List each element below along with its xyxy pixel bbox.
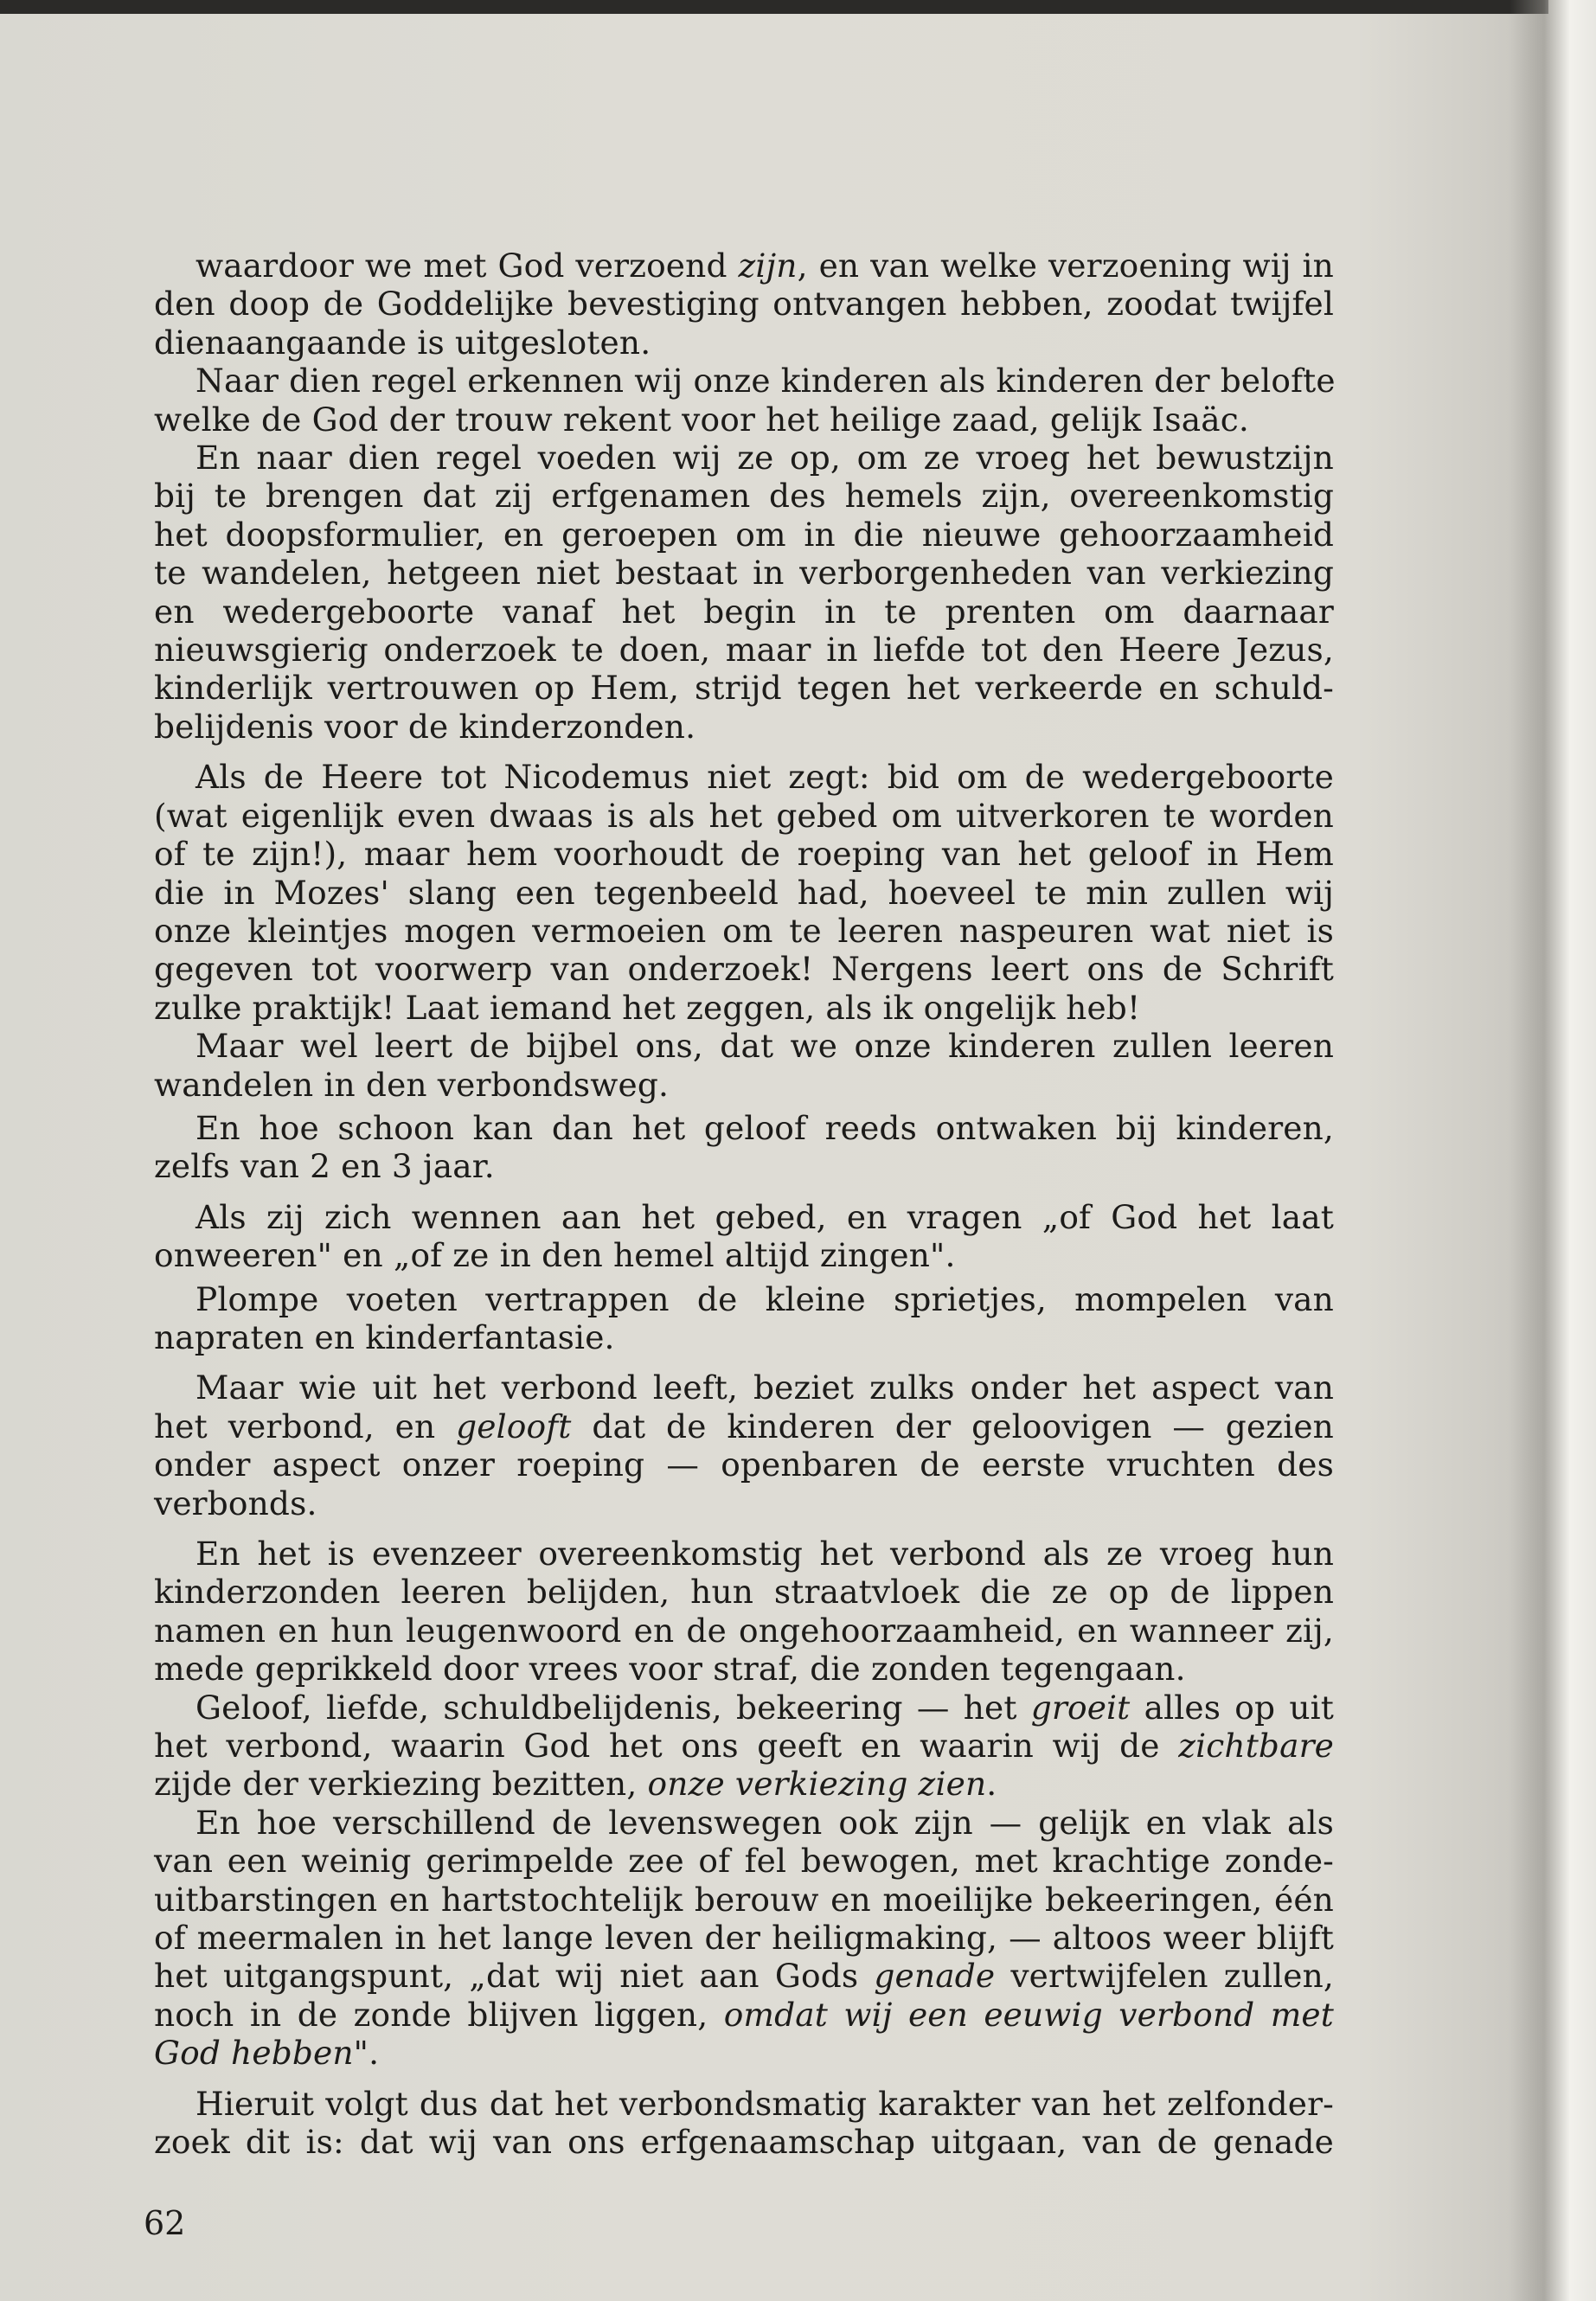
italic-text: genade — [874, 1957, 996, 1996]
text-line — [154, 2123, 1334, 2161]
text-segment: het doopsformulier, en geroepen om in die nieuwe gehoorzaamheid — [154, 515, 1334, 554]
text-segment: Naar dien regel erkennen wij onze kinderen als kinderen der belofte — [195, 362, 1336, 401]
text-segment: zelfs van 2 en 3 jaar. — [154, 1147, 495, 1186]
text-segment: belijdenis voor de kinderzonden. — [154, 707, 696, 746]
text-line — [154, 2085, 1334, 2123]
text-line — [154, 285, 1334, 323]
paragraph — [154, 1198, 1334, 1275]
paragraph — [154, 1280, 1334, 1357]
paragraph — [154, 362, 1334, 439]
paragraph — [154, 1804, 1334, 2073]
text-line — [154, 1727, 1334, 1765]
text-line — [154, 401, 1334, 439]
text-line — [154, 516, 1334, 554]
text-line — [154, 989, 1334, 1027]
text-segment: Hieruit volgt dus dat het verbondsmatig karakter van het zelfonder- — [195, 2084, 1334, 2123]
text-segment: het verbond, en — [154, 1407, 457, 1445]
paragraph — [154, 1535, 1334, 1689]
paragraph — [154, 247, 1334, 362]
text-line — [154, 1957, 1334, 1995]
italic-text: omdat wij een eeuwig verbond met — [723, 1995, 1334, 2034]
paragraph — [154, 758, 1334, 1027]
text-segment: ". — [353, 2034, 380, 2073]
text-line — [154, 1650, 1334, 1688]
page-edge-shadow — [1509, 0, 1596, 2301]
paragraph — [154, 1109, 1334, 1186]
text-line — [154, 593, 1334, 631]
text-line — [154, 758, 1334, 796]
text-line — [154, 797, 1334, 835]
text-line — [154, 1881, 1334, 1919]
paragraph — [154, 439, 1334, 746]
text-segment: die in Mozes' slang een tegenbeeld had, hoeveel te min zullen wij — [154, 873, 1334, 912]
text-line — [154, 247, 1334, 285]
text-line — [154, 1996, 1334, 2034]
text-segment: vertwijfelen zullen, — [995, 1957, 1334, 1996]
text-line — [154, 1804, 1334, 1842]
text-line — [154, 708, 1334, 746]
text-segment: van een weinig gerimpelde zee of fel bewogen, met krachtige zonde- — [154, 1842, 1334, 1881]
text-segment: te wandelen, hetgeen niet bestaat in verborgenheden van verkiezing — [154, 554, 1334, 593]
text-segment: wandelen in den verbondsweg. — [154, 1065, 670, 1104]
text-line — [154, 1445, 1334, 1484]
text-segment: alles op uit — [1130, 1688, 1334, 1727]
text-segment: of te zijn!), maar hem voorhoudt de roeping van het geloof in Hem — [154, 835, 1334, 874]
text-line — [154, 362, 1334, 400]
text-line — [154, 1535, 1334, 1573]
text-segment: verbonds. — [154, 1484, 317, 1522]
text-line — [154, 1236, 1334, 1274]
text-segment: namen en hun leugenwoord en de ongehoorzaamheid, en wanneer zij, — [154, 1611, 1334, 1650]
text-segment: (wat eigenlijk even dwaas is als het gebed om uitverkoren te worden — [154, 796, 1334, 835]
text-line — [154, 1765, 1334, 1803]
text-segment: of meermalen in het lange leven der heiligmaking, — altoos weer blijft — [154, 1919, 1334, 1958]
page-number: 62 — [144, 2204, 186, 2242]
text-line — [154, 1842, 1334, 1880]
text-segment: Als de Heere tot Nicodemus niet zegt: bid om de wedergeboorte — [195, 758, 1334, 797]
text-segment: zijde der verkiezing bezitten, — [154, 1765, 648, 1804]
text-segment: . — [986, 1765, 997, 1804]
text-line — [154, 1280, 1334, 1318]
text-line — [154, 439, 1334, 477]
text-line — [154, 669, 1334, 707]
text-segment: napraten en kinderfantasie. — [154, 1317, 615, 1356]
paragraph — [154, 1368, 1334, 1522]
italic-text: zichtbare — [1178, 1727, 1334, 1766]
text-line — [154, 835, 1334, 873]
text-segment: kinderzonden leeren belijden, hun straatvloek die ze op de lippen — [154, 1573, 1334, 1612]
text-segment: Maar wel leert de bijbel ons, dat we onze kinderen zullen leeren — [195, 1027, 1334, 1066]
text-segment: onder aspect onzer roeping — openbaren de eerste vruchten des — [154, 1445, 1334, 1484]
top-edge-shadow — [0, 0, 1548, 14]
text-segment: Geloof, liefde, schuldbelijdenis, bekeering — het — [195, 1688, 1031, 1727]
text-segment: den doop de Goddelijke bevestiging ontvangen hebben, zoodat twijfel — [154, 285, 1334, 324]
text-segment: zoek dit is: dat wij van ons erfgenaamschap uitgaan, van de genade — [154, 2123, 1334, 2162]
text-line — [154, 1066, 1334, 1104]
italic-text: groeit — [1030, 1688, 1131, 1727]
text-segment: En het is evenzeer overeenkomstig het verbond als ze vroeg hun — [195, 1535, 1334, 1573]
text-line — [154, 324, 1334, 362]
text-line — [154, 1573, 1334, 1611]
text-line — [154, 1318, 1334, 1356]
text-segment: het uitgangspunt, „dat wij niet aan Gods — [154, 1957, 875, 1996]
text-segment: , en van welke verzoening wij in — [797, 247, 1334, 285]
text-segment: noch in de zonde blijven liggen, — [154, 1995, 724, 2034]
text-line — [154, 1919, 1334, 1957]
text-segment: het verbond, waarin God het ons geeft en waarin wij de — [154, 1727, 1179, 1766]
text-segment: dat de kinderen der geloovigen — gezien — [571, 1407, 1334, 1445]
text-line — [154, 1109, 1334, 1147]
text-line — [154, 554, 1334, 592]
italic-text: gelooft — [456, 1407, 572, 1445]
paragraph — [154, 1689, 1334, 1804]
text-segment: en wedergeboorte vanaf het begin in te prenten om daarnaar — [154, 592, 1334, 631]
text-line — [154, 912, 1334, 950]
text-line — [154, 1407, 1334, 1445]
text-segment: kinderlijk vertrouwen op Hem, strijd tegen het verkeerde en schuld- — [154, 669, 1334, 708]
text-segment: gegeven tot voorwerp van onderzoek! Nergens leert ons de Schrift — [154, 950, 1334, 989]
italic-text: onze verkiezing zien — [647, 1765, 987, 1804]
text-line — [154, 2034, 1334, 2072]
text-segment: onweeren" en „of ze in den hemel altijd zingen". — [154, 1236, 956, 1275]
text-line — [154, 1198, 1334, 1236]
text-segment: dienaangaande is uitgesloten. — [154, 323, 651, 362]
text-segment: En naar dien regel voeden wij ze op, om ze vroeg het bewustzijn — [195, 439, 1334, 478]
text-segment: mede geprikkeld door vrees voor straf, die zonden tegengaan. — [154, 1650, 1186, 1689]
text-segment: Maar wie uit het verbond leeft, beziet zulks onder het aspect van — [195, 1368, 1334, 1407]
paragraph — [154, 2085, 1334, 2162]
text-segment: Plompe voeten vertrappen de kleine sprietjes, mompelen van — [195, 1279, 1334, 1318]
text-segment: welke de God der trouw rekent voor het heilige zaad, gelijk Isaäc. — [154, 400, 1249, 439]
text-line — [154, 631, 1334, 669]
text-segment: nieuwsgierig onderzoek te doen, maar in liefde tot den Heere Jezus, — [154, 631, 1334, 670]
text-segment: onze kleintjes mogen vermoeien om te leeren naspeuren wat niet is — [154, 911, 1334, 950]
text-segment: waardoor we met God verzoend — [195, 247, 739, 285]
italic-text: God hebben — [154, 2034, 354, 2073]
text-line — [154, 874, 1334, 912]
italic-text: zijn — [738, 247, 798, 285]
text-line — [154, 1484, 1334, 1522]
text-line — [154, 477, 1334, 515]
text-segment: En hoe verschillend de levenswegen ook zijn — gelijk en vlak als — [195, 1803, 1334, 1842]
text-line — [154, 1612, 1334, 1650]
text-segment: En hoe schoon kan dan het geloof reeds ontwaken bij kinderen, — [195, 1108, 1334, 1147]
text-segment: bij te brengen dat zij erfgenamen des hemels zijn, overeenkomstig — [154, 477, 1334, 516]
text-segment: Als zij zich wennen aan het gebed, en vragen „of God het laat — [195, 1197, 1334, 1236]
text-line — [154, 950, 1334, 988]
body-text — [154, 247, 1334, 2162]
text-line — [154, 1147, 1334, 1185]
paragraph — [154, 1027, 1334, 1104]
text-line — [154, 1027, 1334, 1065]
text-segment: uitbarstingen en hartstochtelijk berouw en moeilijke bekeeringen, één — [154, 1880, 1334, 1919]
text-line — [154, 1689, 1334, 1727]
text-segment: zulke praktijk! Laat iemand het zeggen, als ik ongelijk heb! — [154, 988, 1141, 1027]
text-line — [154, 1368, 1334, 1407]
